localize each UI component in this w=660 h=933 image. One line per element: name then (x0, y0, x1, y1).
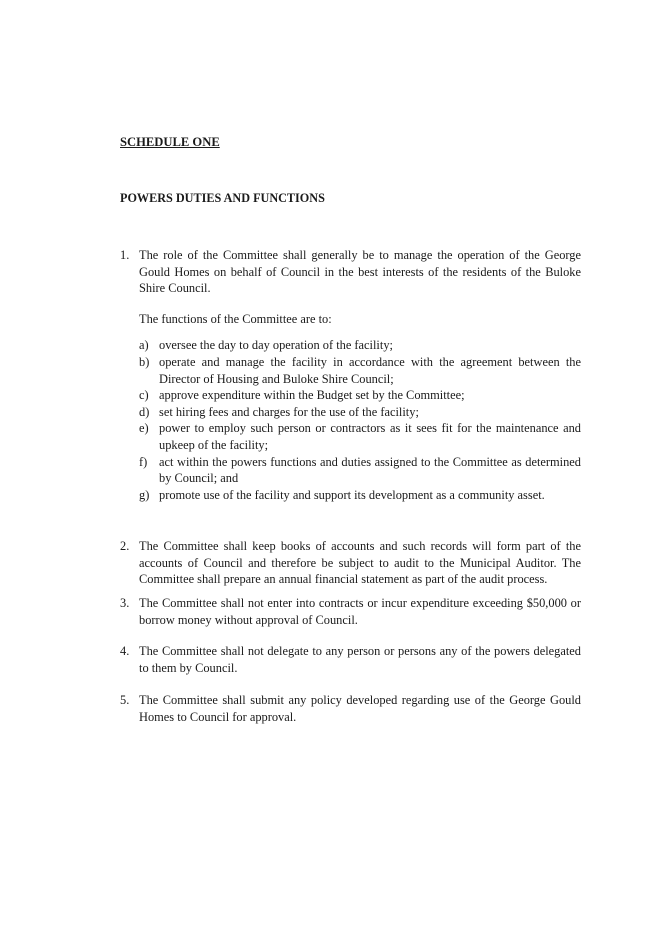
schedule-title: SCHEDULE ONE (120, 135, 220, 149)
list-item-text: act within the powers functions and duties assigned to the Committee as determined by Council; and (159, 454, 581, 486)
item-number: 3. (120, 596, 130, 610)
item-text: The Committee shall not delegate to any person or persons any of the powers delegated to them by Council. (139, 644, 581, 675)
item-number: 1. (120, 248, 130, 262)
sub-list-intro: The functions of the Committee are to: (139, 311, 332, 326)
numbered-item-5 (120, 692, 581, 725)
item-number: 4. (120, 644, 130, 658)
section-heading: POWERS DUTIES AND FUNCTIONS (120, 191, 325, 205)
item-body (139, 538, 581, 588)
list-item (139, 404, 581, 421)
list-item-text: power to employ such person or contractors as it sees fit for the maintenance and upkeep of the facility; (159, 421, 581, 452)
item-text: The Committee shall submit any policy developed regarding use of the George Gould Homes to Council for approval. (139, 693, 581, 724)
list-item (139, 354, 581, 387)
item-text: The Committee shall keep books of accounts and such records will form part of the accounts of Council and therefore be subject to audit to the Municipal Auditor. The Committee shall prepare an annual financial statement as part of the audit process. (139, 539, 581, 587)
functions-list (139, 337, 581, 503)
list-item (139, 420, 581, 453)
list-item-text: promote use of the facility and support its development as a community asset. (159, 487, 545, 502)
list-item (139, 487, 581, 504)
numbered-item-2 (120, 538, 581, 588)
list-item (139, 387, 581, 404)
list-letter: f) (139, 454, 148, 469)
item-text: The Committee shall not enter into contracts or incur expenditure exceeding $50,000 or borrow money without approval of Council. (139, 596, 581, 627)
list-item-text: operate and manage the facility in accordance with the agreement between the Director of Housing and Buloke Shire Council; (159, 354, 581, 386)
list-item (139, 454, 581, 487)
list-item-text: oversee the day to day operation of the facility; (159, 338, 393, 353)
list-letter: a) (139, 338, 149, 353)
item-body (139, 692, 581, 725)
item-text: The role of the Committee shall generally be to manage the operation of the George Gould Homes on behalf of Council in the best interests of the residents of the Buloke Shire Council. (139, 248, 581, 296)
item-number: 5. (120, 693, 130, 707)
item-body (139, 595, 581, 628)
list-letter: d) (139, 404, 150, 419)
item-number: 2. (120, 539, 130, 553)
item-body (139, 247, 581, 503)
list-item (139, 337, 581, 354)
list-letter: b) (139, 354, 150, 369)
list-letter: g) (139, 487, 150, 502)
numbered-item-4 (120, 643, 581, 676)
list-item-text: set hiring fees and charges for the use of the facility; (159, 404, 419, 419)
numbered-item-1 (120, 247, 581, 503)
item-body (139, 643, 581, 676)
list-letter: c) (139, 388, 149, 403)
list-letter: e) (139, 421, 149, 436)
numbered-item-3 (120, 595, 581, 628)
list-item-text: approve expenditure within the Budget set by the Committee; (159, 388, 465, 403)
